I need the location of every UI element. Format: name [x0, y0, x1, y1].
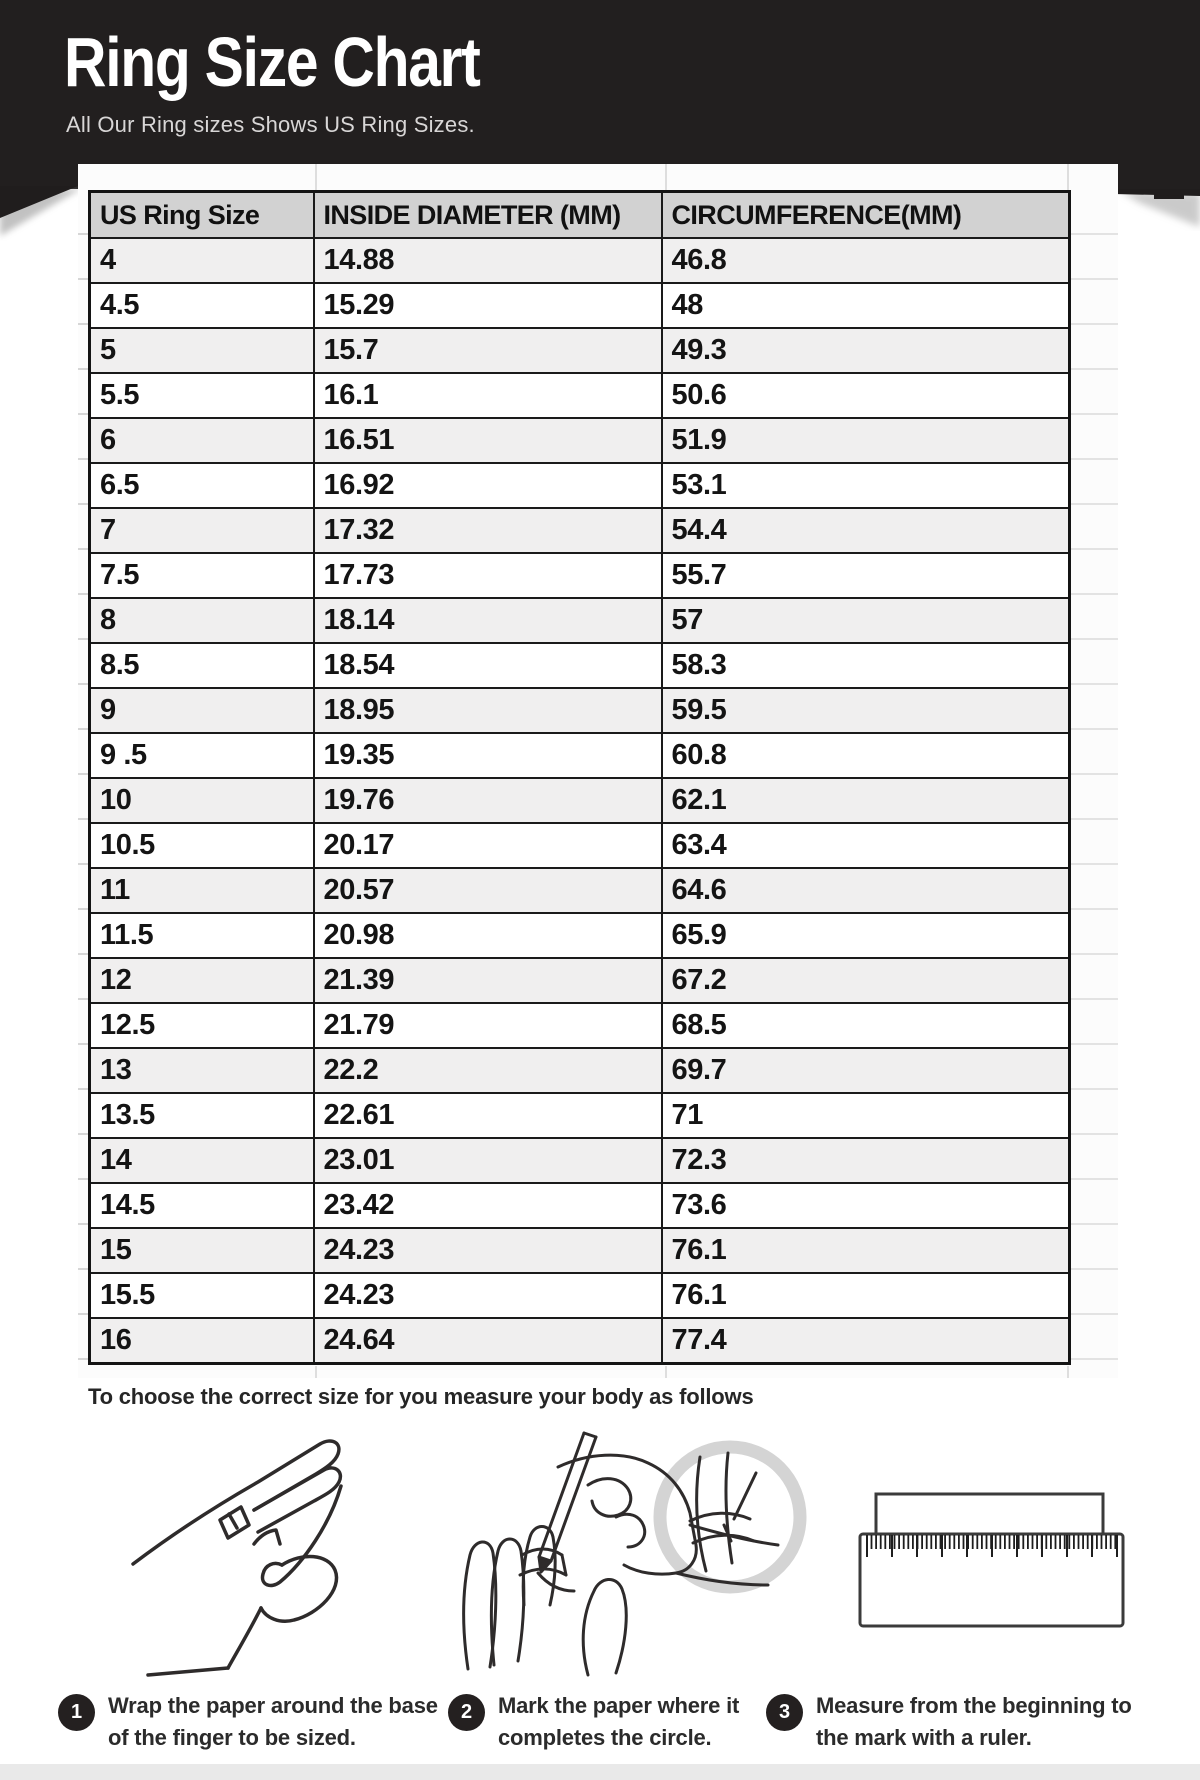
table-cell: 15.29: [314, 283, 662, 328]
table-cell: 15: [90, 1228, 314, 1273]
table-cell: 16: [90, 1318, 314, 1364]
footer-strip: [0, 1764, 1200, 1780]
table-row: [90, 1138, 1070, 1183]
table-row: [90, 1003, 1070, 1048]
table-row: [90, 463, 1070, 508]
table-cell: 20.98: [314, 913, 662, 958]
table-cell: 65.9: [662, 913, 1070, 958]
table-cell: 23.01: [314, 1138, 662, 1183]
table-cell: 7.5: [90, 553, 314, 598]
table-cell: 22.2: [314, 1048, 662, 1093]
table-cell: 12: [90, 958, 314, 1003]
table-row: [90, 373, 1070, 418]
table-cell: 12.5: [90, 1003, 314, 1048]
table-cell: 48: [662, 283, 1070, 328]
table-row: [90, 1048, 1070, 1093]
table-cell: 50.6: [662, 373, 1070, 418]
column-header-inside-diameter: INSIDE DIAMETER (MM): [314, 192, 662, 239]
step-2-badge: 2: [448, 1694, 485, 1731]
table-cell: 9: [90, 688, 314, 733]
table-row: [90, 1228, 1070, 1273]
ring-size-table: [88, 190, 1071, 1365]
page-title: Ring Size Chart: [64, 23, 480, 101]
row-gutter-ticks-right: [1070, 190, 1118, 1360]
table-cell: 15.7: [314, 328, 662, 373]
row-gutter-ticks: [78, 190, 88, 1360]
step-2: [448, 1690, 788, 1754]
table-row: [90, 958, 1070, 1003]
banner: [0, 0, 1200, 164]
table-cell: 24.64: [314, 1318, 662, 1364]
table-row: [90, 418, 1070, 463]
table-cell: 54.4: [662, 508, 1070, 553]
table-cell: 17.32: [314, 508, 662, 553]
table-cell: 14: [90, 1138, 314, 1183]
table-cell: 64.6: [662, 868, 1070, 913]
table-cell: 20.17: [314, 823, 662, 868]
table-cell: 19.35: [314, 733, 662, 778]
table-cell: 49.3: [662, 328, 1070, 373]
ruler-measure-illustration: [848, 1478, 1138, 1638]
table-cell: 8: [90, 598, 314, 643]
page-subtitle: All Our Ring sizes Shows US Ring Sizes.: [66, 112, 475, 137]
table-cell: 46.8: [662, 238, 1070, 283]
table-cell: 21.79: [314, 1003, 662, 1048]
table-cell: 71: [662, 1093, 1070, 1138]
table-cell: 22.61: [314, 1093, 662, 1138]
table-cell: 24.23: [314, 1273, 662, 1318]
grid-line: [315, 164, 317, 190]
table-cell: 18.14: [314, 598, 662, 643]
table-cell: 18.95: [314, 688, 662, 733]
table-row: [90, 823, 1070, 868]
table-row: [90, 283, 1070, 328]
table-cell: 21.39: [314, 958, 662, 1003]
table-row: [90, 1183, 1070, 1228]
table-cell: 6.5: [90, 463, 314, 508]
step-3: [766, 1690, 1168, 1754]
banner-right-fold: [1118, 163, 1200, 192]
instructions-intro: To choose the correct size for you measure your body as follows: [88, 1384, 754, 1409]
table-cell: 59.5: [662, 688, 1070, 733]
table-cell: 5.5: [90, 373, 314, 418]
table-cell: 16.51: [314, 418, 662, 463]
table-row: [90, 1318, 1070, 1364]
table-cell: 10.5: [90, 823, 314, 868]
table-row: [90, 328, 1070, 373]
table-row: [90, 778, 1070, 823]
column-header-us-ring-size: US Ring Size: [90, 192, 314, 239]
step-1-badge: 1: [58, 1694, 95, 1731]
table-cell: 20.57: [314, 868, 662, 913]
table-cell: 69.7: [662, 1048, 1070, 1093]
banner-right-curl-shadow: [1114, 189, 1200, 251]
table-row: [90, 508, 1070, 553]
table-row: [90, 643, 1070, 688]
table-cell: 9 .5: [90, 733, 314, 778]
table-body: [90, 238, 1070, 1364]
table-cell: 4.5: [90, 283, 314, 328]
grid-line: [665, 1366, 667, 1378]
grid-line: [1067, 164, 1069, 190]
table-cell: 5: [90, 328, 314, 373]
table-row: [90, 553, 1070, 598]
step-1-text: Wrap the paper around the base of the finger to be sized.: [108, 1693, 438, 1750]
magnifier-detail-illustration: [660, 1447, 800, 1587]
table-cell: 14.88: [314, 238, 662, 283]
table-row: [90, 238, 1070, 283]
table-cell: 19.76: [314, 778, 662, 823]
table-cell: 77.4: [662, 1318, 1070, 1364]
table-cell: 18.54: [314, 643, 662, 688]
table-cell: 63.4: [662, 823, 1070, 868]
table-cell: 23.42: [314, 1183, 662, 1228]
step-3-text: Measure from the beginning to the mark with a ruler.: [816, 1693, 1132, 1750]
table-cell: 60.8: [662, 733, 1070, 778]
pencil-icon: [539, 1433, 596, 1572]
table-row: [90, 1273, 1070, 1318]
table-cell: 6: [90, 418, 314, 463]
table-cell: 67.2: [662, 958, 1070, 1003]
table-cell: 58.3: [662, 643, 1070, 688]
table-cell: 68.5: [662, 1003, 1070, 1048]
hand-mark-pencil-illustration: [438, 1425, 823, 1690]
grid-line: [665, 164, 667, 190]
column-header-circumference: CIRCUMFERENCE(MM): [662, 192, 1070, 239]
table-cell: 55.7: [662, 553, 1070, 598]
step-1: [58, 1690, 438, 1754]
table-row: [90, 688, 1070, 733]
table-cell: 11.5: [90, 913, 314, 958]
table-cell: 76.1: [662, 1273, 1070, 1318]
table-cell: 51.9: [662, 418, 1070, 463]
table-cell: 17.73: [314, 553, 662, 598]
table-cell: 11: [90, 868, 314, 913]
table-cell: 73.6: [662, 1183, 1070, 1228]
grid-line: [315, 1366, 317, 1378]
grid-line: [1067, 1366, 1069, 1378]
table-row: [90, 1093, 1070, 1138]
table-cell: 7: [90, 508, 314, 553]
table-cell: 76.1: [662, 1228, 1070, 1273]
table-cell: 15.5: [90, 1273, 314, 1318]
table-cell: 13.5: [90, 1093, 314, 1138]
table-cell: 16.1: [314, 373, 662, 418]
table-cell: 53.1: [662, 463, 1070, 508]
table-row: [90, 868, 1070, 913]
table-cell: 10: [90, 778, 314, 823]
step-2-text: Mark the paper where it completes the circle.: [498, 1693, 740, 1750]
table-cell: 72.3: [662, 1138, 1070, 1183]
table-cell: 13: [90, 1048, 314, 1093]
table-row: [90, 598, 1070, 643]
table-row: [90, 913, 1070, 958]
table-row: [90, 733, 1070, 778]
hand-wrap-illustration: [108, 1428, 378, 1683]
table-cell: 16.92: [314, 463, 662, 508]
spreadsheet-area: [78, 164, 1118, 1378]
table-cell: 8.5: [90, 643, 314, 688]
table-cell: 57: [662, 598, 1070, 643]
step-3-badge: 3: [766, 1694, 803, 1731]
table-cell: 62.1: [662, 778, 1070, 823]
table-header-row: [90, 192, 1070, 239]
table-cell: 14.5: [90, 1183, 314, 1228]
table-cell: 24.23: [314, 1228, 662, 1273]
table-cell: 4: [90, 238, 314, 283]
